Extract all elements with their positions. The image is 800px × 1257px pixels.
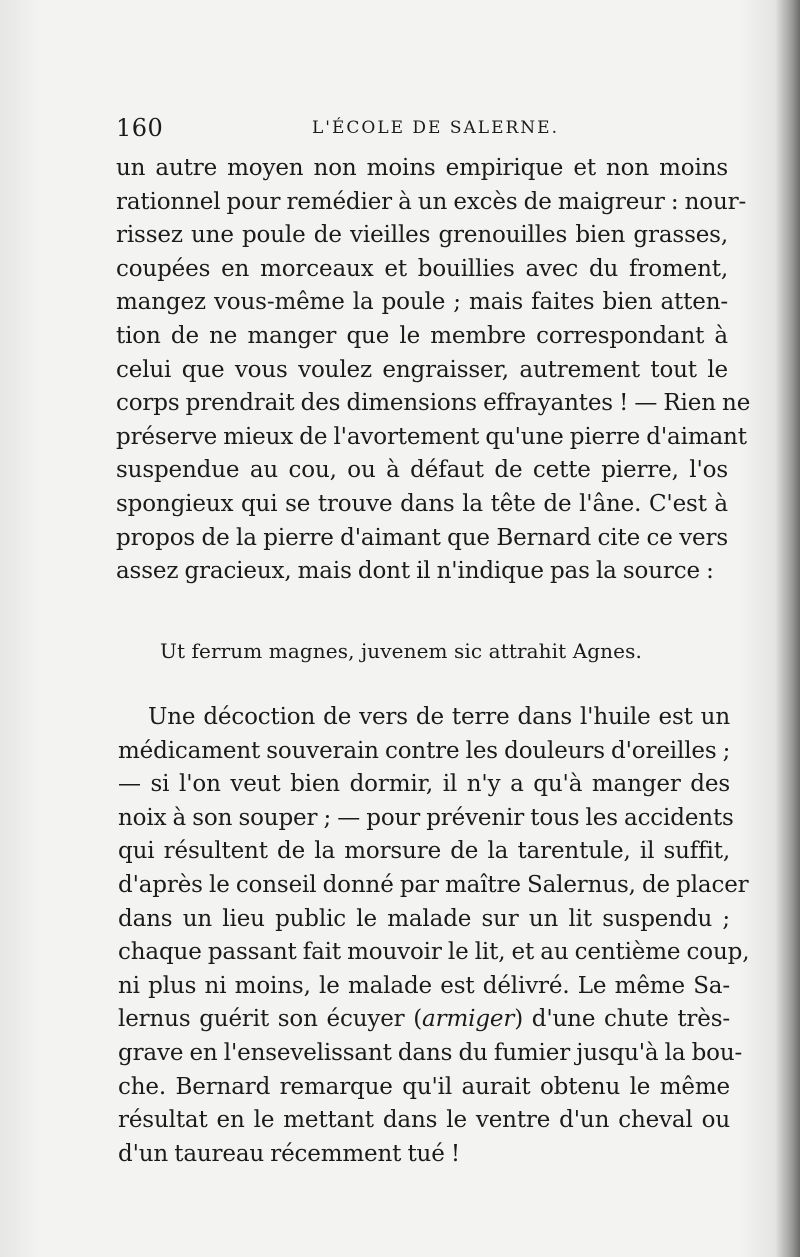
text-line: Une décoction de vers de terre dans l'huile est un bbox=[148, 704, 730, 730]
text-line: résultat en le mettant dans le ventre d'un cheval ou bbox=[118, 1107, 730, 1134]
text-line-with-italic bbox=[118, 1003, 730, 1037]
page-number: 160 bbox=[116, 114, 164, 142]
text-line: suspendue au cou, ou à défaut de cette pierre, l'os bbox=[116, 457, 728, 484]
text-line: rissez une poule de vieilles grenouilles bien grasses, bbox=[116, 222, 728, 249]
text-line: che. Bernard remarque qu'il aurait obtenu le même bbox=[118, 1073, 730, 1100]
running-title: L'ÉCOLE DE SALERNE. bbox=[312, 118, 559, 138]
text-line: noix à son souper ; — pour prévenir tous les accidents bbox=[118, 804, 734, 831]
text-line: préserve mieux de l'avortement qu'une pierre d'aimant bbox=[116, 423, 747, 450]
text-segment: ) d'une chute très- bbox=[514, 1006, 730, 1033]
latin-verse-quote: Ut ferrum magnes, juvenem sic attrahit Agnes. bbox=[160, 639, 642, 663]
text-line: ni plus ni moins, le malade est délivré. Le même Sa- bbox=[118, 972, 730, 999]
text-line: mangez vous-même la poule ; mais faites bien atten- bbox=[116, 289, 728, 316]
text-line: propos de la pierre d'aimant que Bernard cite ce vers bbox=[116, 524, 728, 551]
text-line: rationnel pour remédier à un excès de maigreur : nour- bbox=[116, 188, 747, 215]
text-line: dans un lieu public le malade sur un lit suspendu ; bbox=[118, 905, 730, 932]
text-line: assez gracieux, mais dont il n'indique pas la source : bbox=[116, 558, 714, 585]
running-head bbox=[116, 114, 716, 148]
text-line: d'après le conseil donné par maître Salernus, de placer bbox=[118, 871, 749, 898]
text-line: celui que vous voulez engraisser, autrement tout le bbox=[116, 356, 728, 383]
paragraph-1 bbox=[116, 152, 751, 589]
italic-term: armiger bbox=[422, 1006, 515, 1033]
text-line: spongieux qui se trouve dans la tête de l'âne. C'est à bbox=[116, 490, 728, 517]
text-line: chaque passant fait mouvoir le lit, et au centième coup, bbox=[118, 939, 750, 966]
text-line: corps prendrait des dimensions effrayantes ! — Rien ne bbox=[116, 390, 751, 417]
paragraph-2 bbox=[118, 701, 750, 1171]
text-segment: lernus guérit son écuyer ( bbox=[118, 1006, 423, 1033]
text-line: médicament souverain contre les douleurs d'oreilles ; bbox=[118, 737, 731, 764]
text-line: d'un taureau récemment tué ! bbox=[118, 1140, 460, 1167]
text-line: grave en l'ensevelissant dans du fumier jusqu'à la bou- bbox=[118, 1039, 743, 1066]
text-line: — si l'on veut bien dormir, il n'y a qu'à manger des bbox=[118, 771, 730, 798]
text-line: tion de ne manger que le membre correspondant à bbox=[116, 322, 728, 349]
text-line: un autre moyen non moins empirique et non moins bbox=[116, 155, 728, 181]
text-line: qui résultent de la morsure de la tarentule, il suffit, bbox=[118, 838, 730, 865]
text-line: coupées en morceaux et bouillies avec du froment, bbox=[116, 255, 728, 282]
